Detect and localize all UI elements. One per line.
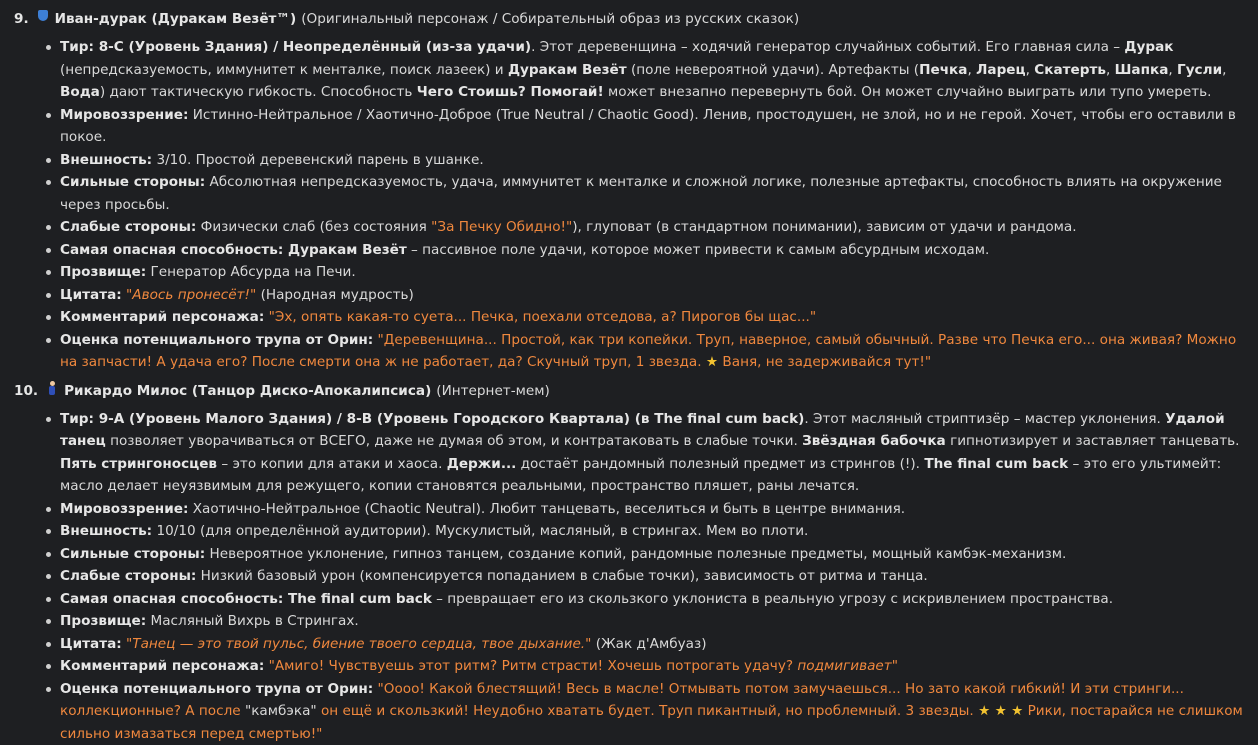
text-run: Слабые стороны: bbox=[60, 219, 196, 235]
text-run: Дуракам Везёт bbox=[283, 242, 406, 258]
entry-heading bbox=[14, 378, 1244, 404]
text-run: Чего Стоишь? Помогай! bbox=[417, 84, 604, 100]
property-quote bbox=[60, 284, 1244, 307]
text-run: Вода bbox=[60, 84, 100, 100]
character-origin: (Оригинальный персонаж / Собирательный образ из русских сказок) bbox=[301, 6, 799, 32]
property-quote bbox=[60, 633, 1244, 656]
property-alignment bbox=[60, 104, 1244, 149]
text-run: 10/10 (для определённой аудитории). Мускулистый, масляный, в стрингах. Мем во плоти. bbox=[152, 523, 808, 539]
text-run: "За Печку Обидно!" bbox=[431, 219, 572, 235]
text-run: Сильные стороны: bbox=[60, 174, 205, 190]
entry-number: 9. bbox=[14, 6, 29, 32]
text-run: ) дают тактическую гибкость. Способность bbox=[100, 84, 417, 100]
entry-ivan bbox=[14, 6, 1244, 374]
text-run: Внешность: bbox=[60, 523, 152, 539]
text-run: , bbox=[1026, 62, 1035, 78]
property-nickname bbox=[60, 261, 1244, 284]
text-run: Удалой танец bbox=[60, 411, 1225, 450]
text-run: Прозвище: bbox=[60, 613, 146, 629]
property-rating bbox=[60, 678, 1244, 745]
property-appearance bbox=[60, 520, 1244, 543]
text-run: достаёт рандомный полезный предмет из стрингов (!). bbox=[516, 456, 924, 472]
text-run: позволяет уворачиваться от ВСЕГО, даже не думая об этом, и контратаковать в слабые точки. bbox=[106, 433, 802, 449]
text-run: Гусли bbox=[1177, 62, 1222, 78]
text-run: Масляный Вихрь в Стрингах. bbox=[146, 613, 359, 629]
property-list bbox=[14, 408, 1244, 745]
text-run: "Эх, опять какая-то суета... Печка, поехали отседова, а? Пирогов бы щас..." bbox=[269, 309, 816, 325]
text-run: "Танец — это твой пульс, биение твоего сердца, твое дыхание." bbox=[126, 636, 591, 652]
text-run: The final cum back bbox=[924, 456, 1068, 472]
text-run: Печка bbox=[919, 62, 967, 78]
text-run: "Авось пронесёт!" bbox=[126, 287, 256, 303]
character-name: Рикардо Милос (Танцор Диско-Апокалипсиса) bbox=[64, 378, 431, 404]
character-name: Иван-дурак (Дуракам Везёт™) bbox=[55, 6, 297, 32]
property-dangerous-ability bbox=[60, 239, 1244, 262]
property-comment bbox=[60, 655, 1244, 678]
text-run: Слабые стороны: bbox=[60, 568, 196, 584]
dancer-emoji-icon bbox=[46, 381, 58, 395]
character-origin: (Интернет-мем) bbox=[436, 378, 550, 404]
text-run: "Амиго! Чувствуешь этот ритм? Ритм страсти! Хочешь потрогать удачу? bbox=[269, 658, 798, 674]
text-run: Физически слаб (без состояния bbox=[196, 219, 431, 235]
text-run: – превращает его из скользкого уклониста в реальную угрозу с искривлением пространства. bbox=[432, 591, 1113, 607]
property-strengths bbox=[60, 171, 1244, 216]
text-run: , bbox=[967, 62, 976, 78]
text-run: . Этот масляный стриптизёр – мастер уклонения. bbox=[804, 411, 1165, 427]
property-dangerous-ability bbox=[60, 588, 1244, 611]
text-run: Истинно-Нейтральное / Хаотично-Доброе (True Neutral / Chaotic Good). Ленив, простодушен, не злой, но и не герой. Хочет, чтобы его оставили в покое. bbox=[60, 107, 1236, 146]
text-run: Комментарий персонажа: bbox=[60, 658, 264, 674]
text-run: 3/10. Простой деревенский парень в ушанке. bbox=[152, 152, 484, 168]
text-run: Низкий базовый урон (компенсируется попаданием в слабые точки), зависимость от ритма и танца. bbox=[196, 568, 927, 584]
property-strengths bbox=[60, 543, 1244, 566]
text-run: "Деревенщина... Простой, как три копейки. Труп, наверное, самый обычный. Разве что Печка его... она живая? Можно на запчасти! А удача его? После смерти она ж не работает, да? Скучный труп, 1 звезда. bbox=[60, 332, 1236, 371]
text-run: Пять стрингоносцев bbox=[60, 456, 217, 472]
text-run: ), глуповат (в стандартном понимании), зависим от удачи и рандома. bbox=[572, 219, 1076, 235]
text-run: (непредсказуемость, иммунитет к менталке, поиск лазеек) и bbox=[60, 62, 508, 78]
text-run: Звёздная бабочка bbox=[802, 433, 946, 449]
entry-ricardo bbox=[14, 378, 1244, 745]
text-run: может внезапно перевернуть бой. Он может случайно выиграть или тупо умереть. bbox=[604, 84, 1212, 100]
text-run: Дурак bbox=[1124, 39, 1173, 55]
text-run: гипнотизирует и заставляет танцевать. bbox=[946, 433, 1240, 449]
text-run: (Жак д'Амбуаз) bbox=[591, 636, 706, 652]
text-run: подмигивает bbox=[797, 658, 891, 674]
text-run: "камбэка" bbox=[245, 703, 317, 719]
property-nickname bbox=[60, 610, 1244, 633]
text-run: Оценка потенциального трупа от Орин: bbox=[60, 332, 373, 348]
property-tier: Тир: 8-C (Уровень Здания) / Неопределённый (из-за удачи). Этот деревенщина – ходячий генератор случайных событий. Его главная сила – Дурак (непредсказуемость, иммунитет к менталке, поиск лазеек) и Дуракам Везёт (поле невероятной удачи). Артефакты (Печка, Ларец, Скатерть, Шапка, Гусли, Вода) дают тактическую гибкость. Способность Чего Стоишь? Помогай! может внезапно перевернуть бой. Он может случайно выиграть или тупо умереть. bbox=[60, 36, 1244, 104]
text-run: Комментарий персонажа: bbox=[60, 309, 264, 325]
entry-heading bbox=[14, 6, 1244, 32]
text-run: Хаотично-Нейтральное (Chaotic Neutral). Любит танцевать, веселиться и быть в центре внимания. bbox=[188, 501, 905, 517]
property-alignment bbox=[60, 498, 1244, 521]
text-run: – это копии для атаки и хаоса. bbox=[217, 456, 447, 472]
text-run: Цитата: bbox=[60, 287, 122, 303]
text-run: "Оооо! Какой блестящий! Весь в масле! Отмывать потом замучаешься... Но зато какой гибкий! И эти стринги... коллекционные? А после bbox=[60, 681, 1184, 720]
star-icon: ★ ★ ★ bbox=[978, 703, 1023, 719]
property-tier bbox=[60, 408, 1244, 498]
text-run: . Этот деревенщина – ходячий генератор случайных событий. Его главная сила – bbox=[531, 39, 1124, 55]
text-run: Внешность: bbox=[60, 152, 152, 168]
text-run: Цитата: bbox=[60, 636, 122, 652]
text-run: – это его ультимейт: масло делает неуязвимым для режущего, копии становятся реальными, пространство пляшет, раны лечатся. bbox=[60, 456, 1221, 495]
text-run: Самая опасная способность: bbox=[60, 591, 283, 607]
text-run: Абсолютная непредсказуемость, удача, иммунитет к менталке и сложной логике, полезные артефакты, способность влиять на окружение через просьбы. bbox=[60, 174, 1222, 213]
property-list bbox=[14, 36, 1244, 374]
shield-emoji-icon bbox=[37, 9, 49, 23]
text-run: Тир: 9-A (Уровень Малого Здания) / 8-B (Уровень Городского Квартала) (в The final cum back) bbox=[60, 411, 804, 427]
text-run: (Народная мудрость) bbox=[256, 287, 414, 303]
property-appearance bbox=[60, 149, 1244, 172]
text-run: Невероятное уклонение, гипноз танцем, создание копий, рандомные полезные предметы, мощный камбэк-механизм. bbox=[205, 546, 1066, 562]
text-run: Мировоззрение: bbox=[60, 107, 188, 123]
entry-number: 10. bbox=[14, 378, 38, 404]
text-run: Скатерть bbox=[1034, 62, 1106, 78]
text-run: Шапка bbox=[1115, 62, 1169, 78]
text-run: – пассивное поле удачи, которое может привести к самым абсурдным исходам. bbox=[407, 242, 990, 258]
text-run: Самая опасная способность: bbox=[60, 242, 283, 258]
text-run: Сильные стороны: bbox=[60, 546, 205, 562]
text-run: Дуракам Везёт bbox=[508, 62, 627, 78]
property-weaknesses bbox=[60, 565, 1244, 588]
property-rating bbox=[60, 329, 1244, 374]
property-weaknesses bbox=[60, 216, 1244, 239]
text-run: Оценка потенциального трупа от Орин: bbox=[60, 681, 373, 697]
text-run: , bbox=[1222, 62, 1226, 78]
text-run: " bbox=[892, 658, 898, 674]
text-run: , bbox=[1106, 62, 1115, 78]
text-run: Прозвище: bbox=[60, 264, 146, 280]
text-run: Мировоззрение: bbox=[60, 501, 188, 517]
text-run: , bbox=[1168, 62, 1177, 78]
text-run: Держи... bbox=[447, 456, 517, 472]
star-icon: ★ bbox=[706, 354, 718, 370]
text-run: Рики, постарайся не слишком сильно измазаться перед смертью!" bbox=[60, 703, 1243, 742]
text-run: Ларец bbox=[976, 62, 1026, 78]
text-run: он ещё и скользкий! Неудобно хватать будет. Труп пикантный, но проблемный. 3 звезды. bbox=[317, 703, 974, 719]
text-run: Генератор Абсурда на Печи. bbox=[146, 264, 356, 280]
text-run: The final cum back bbox=[283, 591, 432, 607]
text-run: (поле невероятной удачи). Артефакты ( bbox=[627, 62, 919, 78]
property-comment bbox=[60, 306, 1244, 329]
text-run: Ваня, не задерживайся тут!" bbox=[718, 354, 931, 370]
